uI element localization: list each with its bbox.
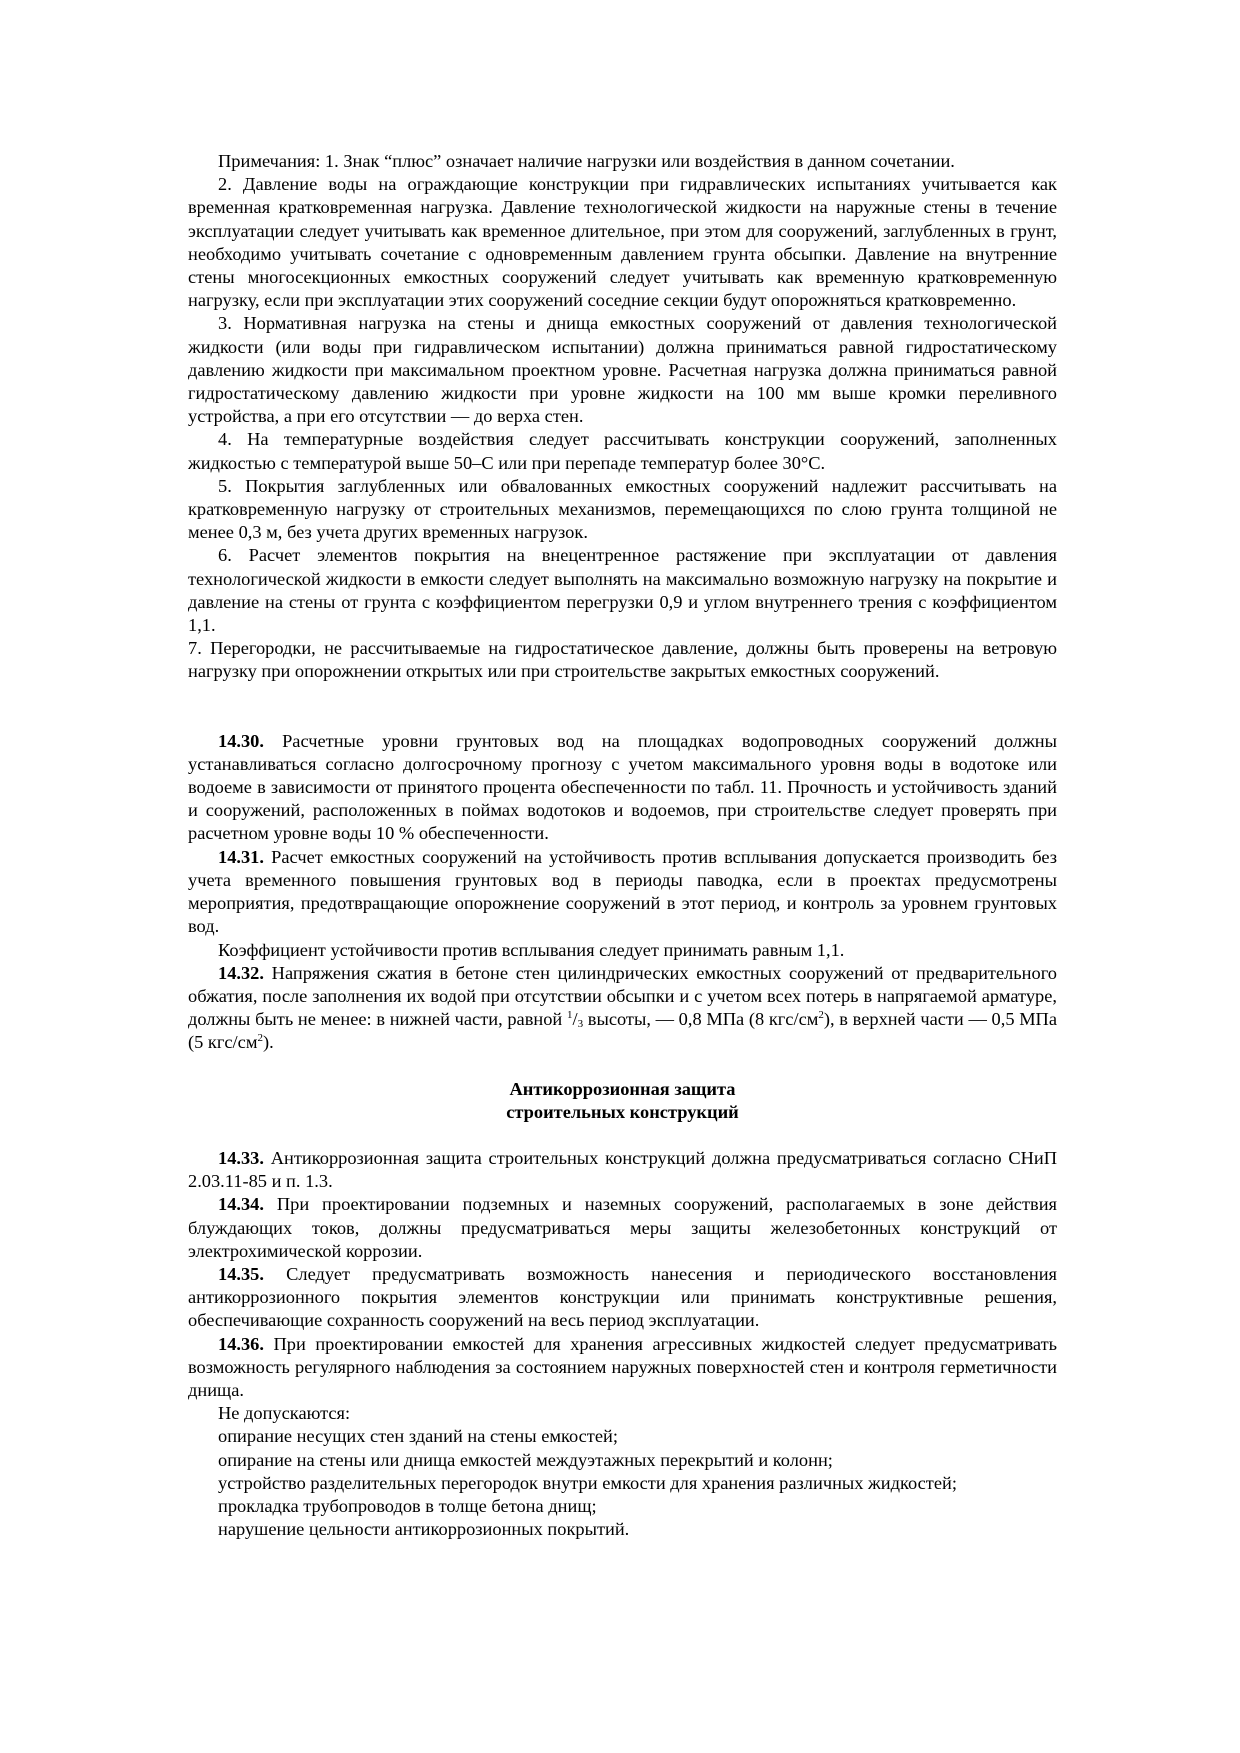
list-item: устройство разделительных перегородок внутри емкости для хранения различных жидкостей;	[218, 1472, 957, 1493]
note-7: 7. Перегородки, не рассчитываемые на гидростатическое давление, должны быть проверены на ветровую нагрузку при опорожнении открытых или при строительстве закрытых емкостных сооружений.	[188, 638, 1057, 682]
clause-14-33	[188, 1147, 1057, 1193]
list-item: нарушение цельности антикоррозионных покрытий.	[218, 1519, 630, 1540]
clause-text: Антикоррозионная защита строительных конструкций должна предусматриваться согласно СНиП 2.03.11-85 и п. 1.3.	[188, 1147, 1057, 1192]
note-3: 3. Нормативная нагрузка на стены и днища емкостных сооружений от давления технологической жидкости (или воды при гидравлическом испытании) должна приниматься равной гидростатическому давлению жидкости при максимальном проектном уровне. Расчетная нагрузка должна приниматься равной гидростатическому давлению жидкости при уровне жидкости на 100 мм выше кромки переливного устройства, а при его отсутствии — до верха стен.	[188, 313, 1057, 427]
clause-text: При проектировании подземных и наземных сооружений, располагаемых в зоне действия блуждающих токов, должны предусматриваться меры защиты железобетонных конструкций от электрохимической коррозии.	[188, 1194, 1057, 1261]
clause-14-36	[188, 1333, 1057, 1403]
superscript: 2	[257, 1032, 263, 1045]
fraction-numerator: 1	[566, 1009, 573, 1022]
clause-text: При проектировании емкостей для хранения агрессивных жидкостей следует предусматривать возможность регулярного наблюдения за состоянием наружных поверхностей стен и контроля герметичности днища.	[188, 1333, 1057, 1400]
clause-text: высоты, — 0,8 МПа (8 кгс/см	[583, 1009, 819, 1030]
list-item: прокладка трубопроводов в толще бетона днищ;	[218, 1495, 597, 1516]
document-page	[188, 150, 1057, 1541]
section-heading-line-1: Антикоррозионная защита	[509, 1078, 736, 1099]
not-allowed-label: Не допускаются:	[218, 1403, 351, 1424]
clause-14-31	[188, 846, 1057, 939]
clause-14-31-coefficient: Коэффициент устойчивости против всплывания следует принимать равным 1,1.	[218, 939, 845, 960]
clause-text: Расчет емкостных сооружений на устойчивость против всплывания допускается производить без учета временного повышения грунтовых вод в периоды паводка, если в проектах предусмотрены мероприятия, предотвращающие опорожнение сооружений в этот период, и контроль за уровнем грунтовых вод.	[188, 846, 1057, 937]
superscript: 2	[818, 1009, 824, 1022]
clause-14-34	[188, 1193, 1057, 1263]
clause-text: ).	[262, 1032, 274, 1053]
clause-14-35	[188, 1263, 1057, 1333]
clause-number: 14.32.	[218, 962, 264, 983]
clause-number: 14.35.	[218, 1263, 264, 1284]
note-5: 5. Покрытия заглубленных или обвалованных емкостных сооружений надлежит рассчитывать на кратковременную нагрузку от строительных механизмов, перемещающихся по слою грунта толщиной не менее 0,3 м, без учета других временных нагрузок.	[188, 475, 1057, 543]
clause-14-32: 14.32. Напряжения сжатия в бетоне стен цилиндрических емкостных сооружений от предварительного обжатия, после заполнения их водой при отсутствии обсыпки и с учетом всех потерь в напрягаемой арматуре, должны быть не менее: в нижней части, равной $^1/_3$ высоты, — 0,8 МПа (8 кгс/$см^2$), в верхней части — 0,5 МПа (5 кгс/$см^2$).	[188, 962, 1057, 1053]
clause-number: 14.34.	[218, 1194, 264, 1215]
clause-14-30	[188, 730, 1057, 846]
spacer	[188, 707, 1057, 730]
list-item: опирание несущих стен зданий на стены емкостей;	[218, 1426, 618, 1447]
note-1: Примечания: 1. Знак “плюс” означает наличие нагрузки или воздействия в данном сочетании.	[218, 151, 955, 171]
clause-number: 14.31.	[218, 846, 264, 867]
clause-number: 14.30.	[218, 730, 264, 751]
note-2: 2. Давление воды на ограждающие конструкции при гидравлических испытаниях учитывается как временная кратковременная нагрузка. Давление технологической жидкости на наружные стены в течение эксплуатации следует учитывать как временное длительное, при этом для сооружений, заглубленных в грунт, необходимо учитывать сочетание с одновременным давлением грунта обсыпки. Давление на внутренние стены многосекционных емкостных сооружений следует учитывать как временную кратковременную нагрузку, если при эксплуатации этих сооружений соседние секции будут опорожняться кратковременно.	[188, 174, 1057, 311]
spacer	[188, 1124, 1057, 1147]
fraction-denominator: 3	[577, 1018, 584, 1031]
clause-text: Расчетные уровни грунтовых вод на площадках водопроводных сооружений должны устанавливаться согласно долгосрочному прогнозу с учетом максимального уровня воды в водотоке или водоеме в зависимости от принятого процента обеспеченности по табл. 11. Прочность и устойчивость зданий и сооружений, расположенных в поймах водотоков и водоемов, при строительстве следует проверять при расчетном уровне воды 10 % обеспеченности.	[188, 730, 1057, 844]
note-6: 6. Расчет элементов покрытия на внецентренное растяжение при эксплуатации от давления технологической жидкости в емкости следует выполнять на максимально возможную нагрузку на покрытие и давление на стены от грунта с коэффициентом перегрузки 0,9 и углом внутреннего трения с коэффициентом 1,1.	[188, 545, 1057, 636]
clause-number: 14.36.	[218, 1333, 264, 1354]
clause-text: ), в верхней части — 0,5 МПа (5 кгс/см	[188, 1009, 1057, 1053]
clause-text: Напряжения сжатия в бетоне стен цилиндрических емкостных сооружений от предварительного обжатия, после заполнения их водой при отсутствии обсыпки и с учетом всех потерь в напрягаемой арматуре, должны быть не менее: в нижней части, равной	[188, 962, 1057, 1030]
section-heading-line-2: строительных конструкций	[506, 1101, 739, 1122]
spacer	[188, 1055, 1057, 1078]
list-item: опирание на стены или днища емкостей междуэтажных перекрытий и колонн;	[218, 1449, 833, 1470]
spacer	[188, 684, 1057, 707]
clause-number: 14.33.	[218, 1147, 264, 1168]
note-4: 4. На температурные воздействия следует рассчитывать конструкции сооружений, заполненных жидкостью с температурой выше 50–С или при перепаде температур более 30°С.	[188, 429, 1057, 473]
clause-text: Следует предусматривать возможность нанесения и периодического восстановления антикоррозионного покрытия элементов конструкции или принимать конструктивные решения, обеспечивающие сохранность сооружений на весь период эксплуатации.	[188, 1263, 1057, 1331]
